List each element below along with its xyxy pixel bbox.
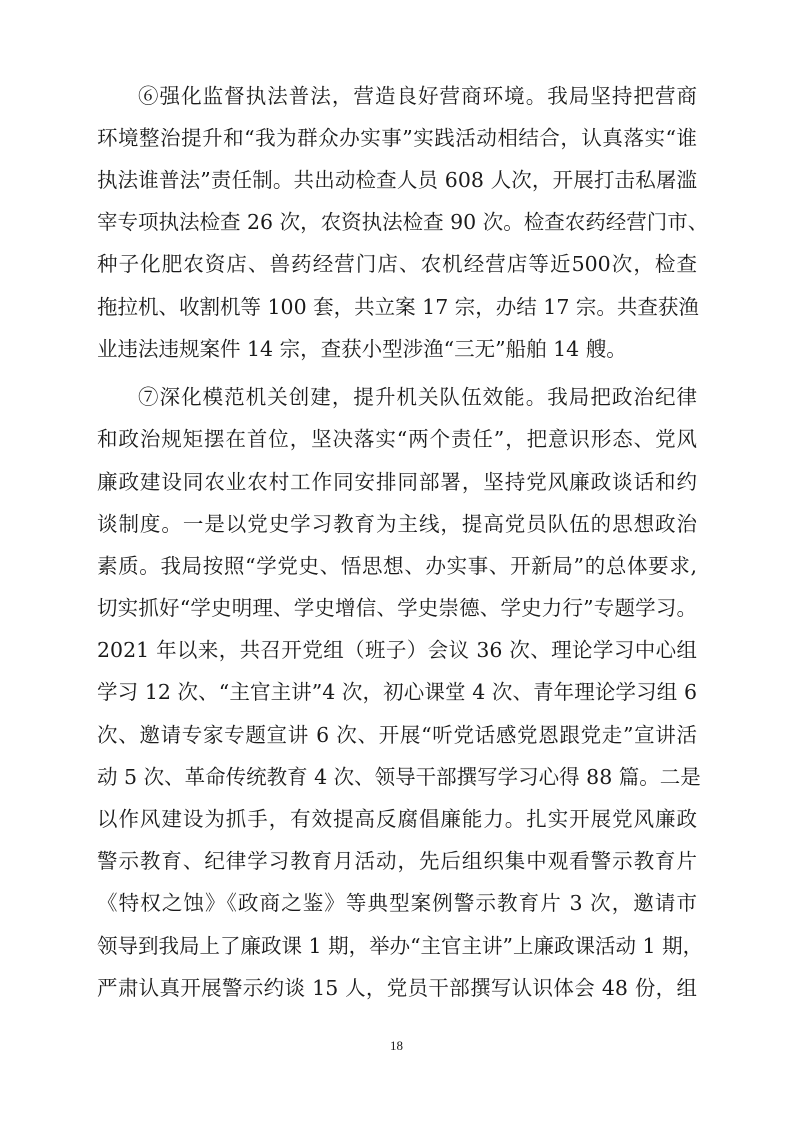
paragraph-7-line-6: 切实抓好“学史明理、学史增信、学史崇德、学史力行”专题学习。 [97,596,697,620]
paragraph-7-line-10: 动 5 次、革命传统教育 4 次、领导干部撰写学习心得 88 篇。二是 [97,765,701,789]
paragraph-7-line-15: 严肃认真开展警示约谈 15 人，党员干部撰写认识体会 48 份，组 [97,976,697,1000]
paragraph-7-line-12: 警示教育、纪律学习教育月活动，先后组织集中观看警示教育片 [97,849,697,873]
paragraph-6-line-4: 宰专项执法检查 26 次，农资执法检查 90 次。检查农药经营门市、 [97,210,709,234]
paragraph-6-line-3: 执法谁普法”责任制。共出动检查人员 608 人次，开展打击私屠滥 [97,168,697,192]
page-number: 18 [390,1038,403,1053]
paragraph-7-line-8: 学习 12 次、“主官主讲”4 次，初心课堂 4 次、青年理论学习组 6 [97,680,697,704]
paragraph-7-line-14: 领导到我局上了廉政课 1 期，举办“主官主讲”上廉政课活动 1 期， [97,934,704,958]
paragraph-7-line-2: 和政治规矩摆在首位，坚决落实“两个责任”，把意识形态、党风 [97,427,697,451]
paragraph-7-line-11: 以作风建设为抓手，有效提高反腐倡廉能力。扎实开展党风廉政 [97,807,697,831]
paragraph-7-line-13: 《特权之蚀》《政商之鉴》等典型案例警示教育片 3 次，邀请市 [97,891,697,915]
paragraph-7-line-4: 谈制度。一是以党史学习教育为主线，提高党员队伍的思想政治 [97,512,697,536]
paragraph-6-line-5: 种子化肥农资店、兽药经营门店、农机经营店等近500次，检查 [97,252,697,276]
paragraph-6-line-1: ⑥强化监督执法普法，营造良好营商环境。我局坚持把营商 [138,84,697,108]
paragraph-7-line-5: 素质。我局按照“学党史、悟思想、办实事、开新局”的总体要求, [97,554,697,578]
paragraph-6-line-2: 环境整治提升和“我为群众办实事”实践活动相结合，认真落实“谁 [97,126,697,150]
paragraph-6-line-6: 拖拉机、收割机等 100 套，共立案 17 宗，办结 17 宗。共查获渔 [97,295,699,319]
paragraph-6-line-7: 业违法违规案件 14 宗，查获小型涉渔“三无”船舶 14 艘。 [97,337,627,361]
paragraph-7-line-9: 次、邀请专家专题宣讲 6 次、开展“听党话感党恩跟党走”宣讲活 [97,723,697,747]
paragraph-7-line-1: ⑦深化模范机关创建，提升机关队伍效能。我局把政治纪律 [138,385,697,409]
paragraph-7-line-7: 2021 年以来，共召开党组（班子）会议 36 次、理论学习中心组 [97,638,697,662]
paragraph-7-line-3: 廉政建设同农业农村工作同安排同部署，坚持党风廉政谈话和约 [97,470,697,494]
